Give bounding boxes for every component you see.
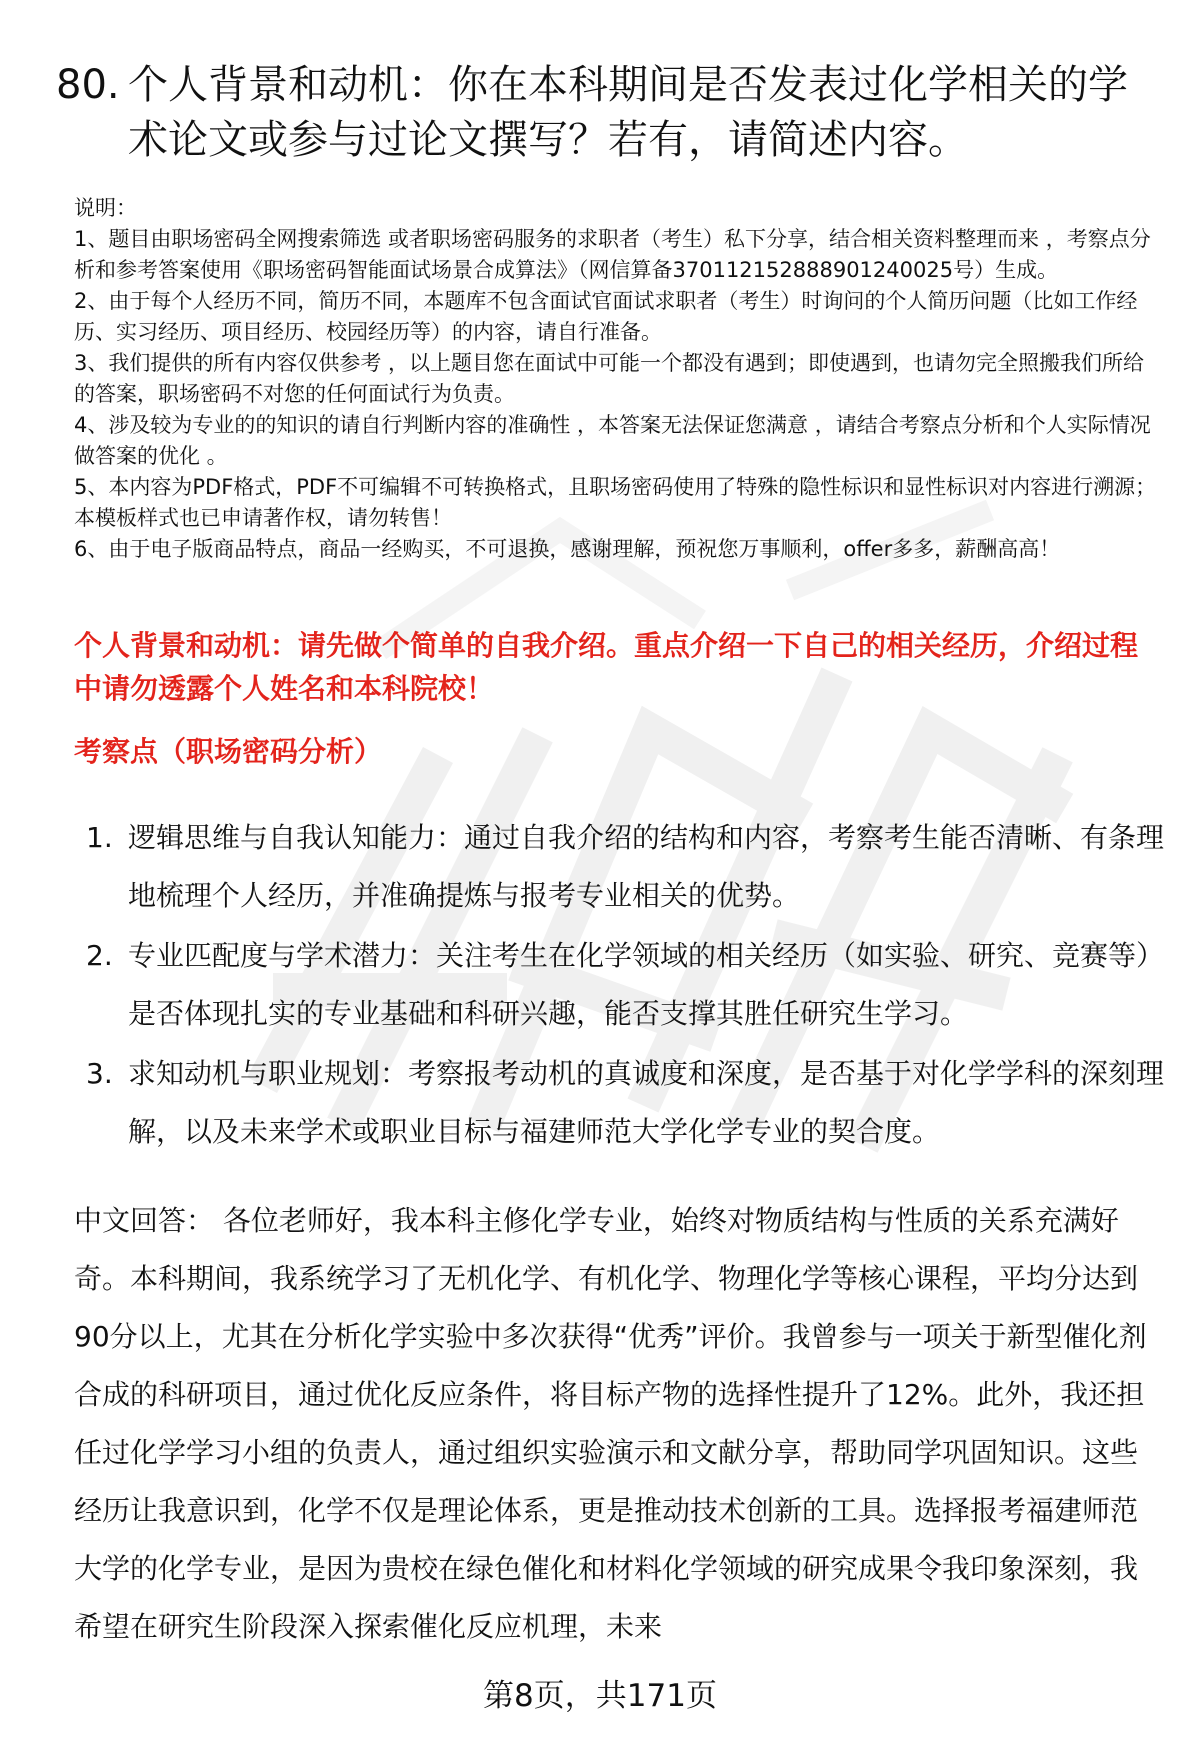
point-text: 求知动机与职业规划：考察报考动机的真诚度和深度，是否基于对化学学科的深刻理解，以及未来学术或职业目标与福建师范大学化学专业的契合度。 xyxy=(128,1057,1165,1148)
analysis-point xyxy=(86,1045,1166,1161)
analysis-point xyxy=(86,809,1166,925)
point-text: 逻辑思维与自我认知能力：通过自我介绍的结构和内容，考察考生能否清晰、有条理地梳理个人经历，并准确提炼与报考专业相关的优势。 xyxy=(128,821,1165,912)
page-footer: 第8页，共171页 xyxy=(483,1678,717,1714)
answer-paragraph xyxy=(74,1192,1164,1656)
point-number: 2. xyxy=(86,939,113,972)
question-number: 80. xyxy=(56,62,120,108)
answer-label: 中文回答： xyxy=(74,1204,215,1237)
note-item: 6、由于电子版商品特点，商品一经购买，不可退换，感谢理解，预祝您万事顺利，offer多多，薪酬高高！ xyxy=(74,537,1061,561)
note-item: 2、由于每个人经历不同，简历不同，本题库不包含面试官面试求职者（考生）时询问的个人简历问题（比如工作经历、实习经历、项目经历、校园经历等）的内容，请自行准备。 xyxy=(74,289,1138,344)
analysis-heading: 考察点（职场密码分析） xyxy=(74,735,383,768)
interview-prompt: 个人背景和动机：请先做个简单的自我介绍。重点介绍一下自己的相关经历，介绍过程中请勿透露个人姓名和本科院校！ xyxy=(74,629,1139,705)
note-item: 1、题目由职场密码全网搜索筛选 或者职场密码服务的求职者（考生）私下分享，结合相关资料整理而来 ，考察点分析和参考答案使用《职场密码智能面试场景合成算法》（网信算备370112152888901240025号）生成。 xyxy=(74,227,1151,282)
answer-text: 各位老师好，我本科主修化学专业，始终对物质结构与性质的关系充满好奇。本科期间，我系统学习了无机化学、有机化学、物理化学等核心课程，平均分达到90分以上，尤其在分析化学实验中多次获得“优秀”评价。我曾参与一项关于新型催化剂合成的科研项目，通过优化反应条件，将目标产物的选择性提升了12%。此外，我还担任过化学学习小组的负责人，通过组织实验演示和文献分享，帮助同学巩固知识。这些经历让我意识到，化学不仅是理论体系，更是推动技术创新的工具。选择报考福建师范大学的化学专业，是因为贵校在绿色催化和材料化学领域的研究成果令我印象深刻，我希望在研究生阶段深入探索催化反应机理，未来 xyxy=(74,1204,1147,1643)
notes-heading: 说明： xyxy=(74,196,137,220)
point-number: 3. xyxy=(86,1057,113,1090)
analysis-point xyxy=(86,927,1166,1043)
point-number: 1. xyxy=(86,821,113,854)
point-text: 专业匹配度与学术潜力：关注考生在化学领域的相关经历（如实验、研究、竞赛等）是否体现扎实的专业基础和科研兴趣，能否支撑其胜任研究生学习。 xyxy=(128,939,1165,1030)
question-title xyxy=(56,58,1156,168)
note-item: 3、我们提供的所有内容仅供参考 ，以上题目您在面试中可能一个都没有遇到；即使遇到，也请勿完全照搬我们所给的答案，职场密码不对您的任何面试行为负责。 xyxy=(74,351,1145,406)
note-item: 5、本内容为PDF格式，PDF不可编辑不可转换格式，且职场密码使用了特殊的隐性标识和显性标识对内容进行溯源；本模板样式也已申请著作权，请勿转售！ xyxy=(74,475,1157,530)
analysis-points xyxy=(86,809,1166,1163)
question-text: 个人背景和动机：你在本科期间是否发表过化学相关的学术论文或参与过论文撰写？若有，请简述内容。 xyxy=(128,62,1128,163)
note-item: 4、涉及较为专业的的知识的请自行判断内容的准确性 ，本答案无法保证您满意 ，请结合考察点分析和个人实际情况做答案的优化 。 xyxy=(74,413,1151,468)
notes-section xyxy=(74,193,1164,565)
